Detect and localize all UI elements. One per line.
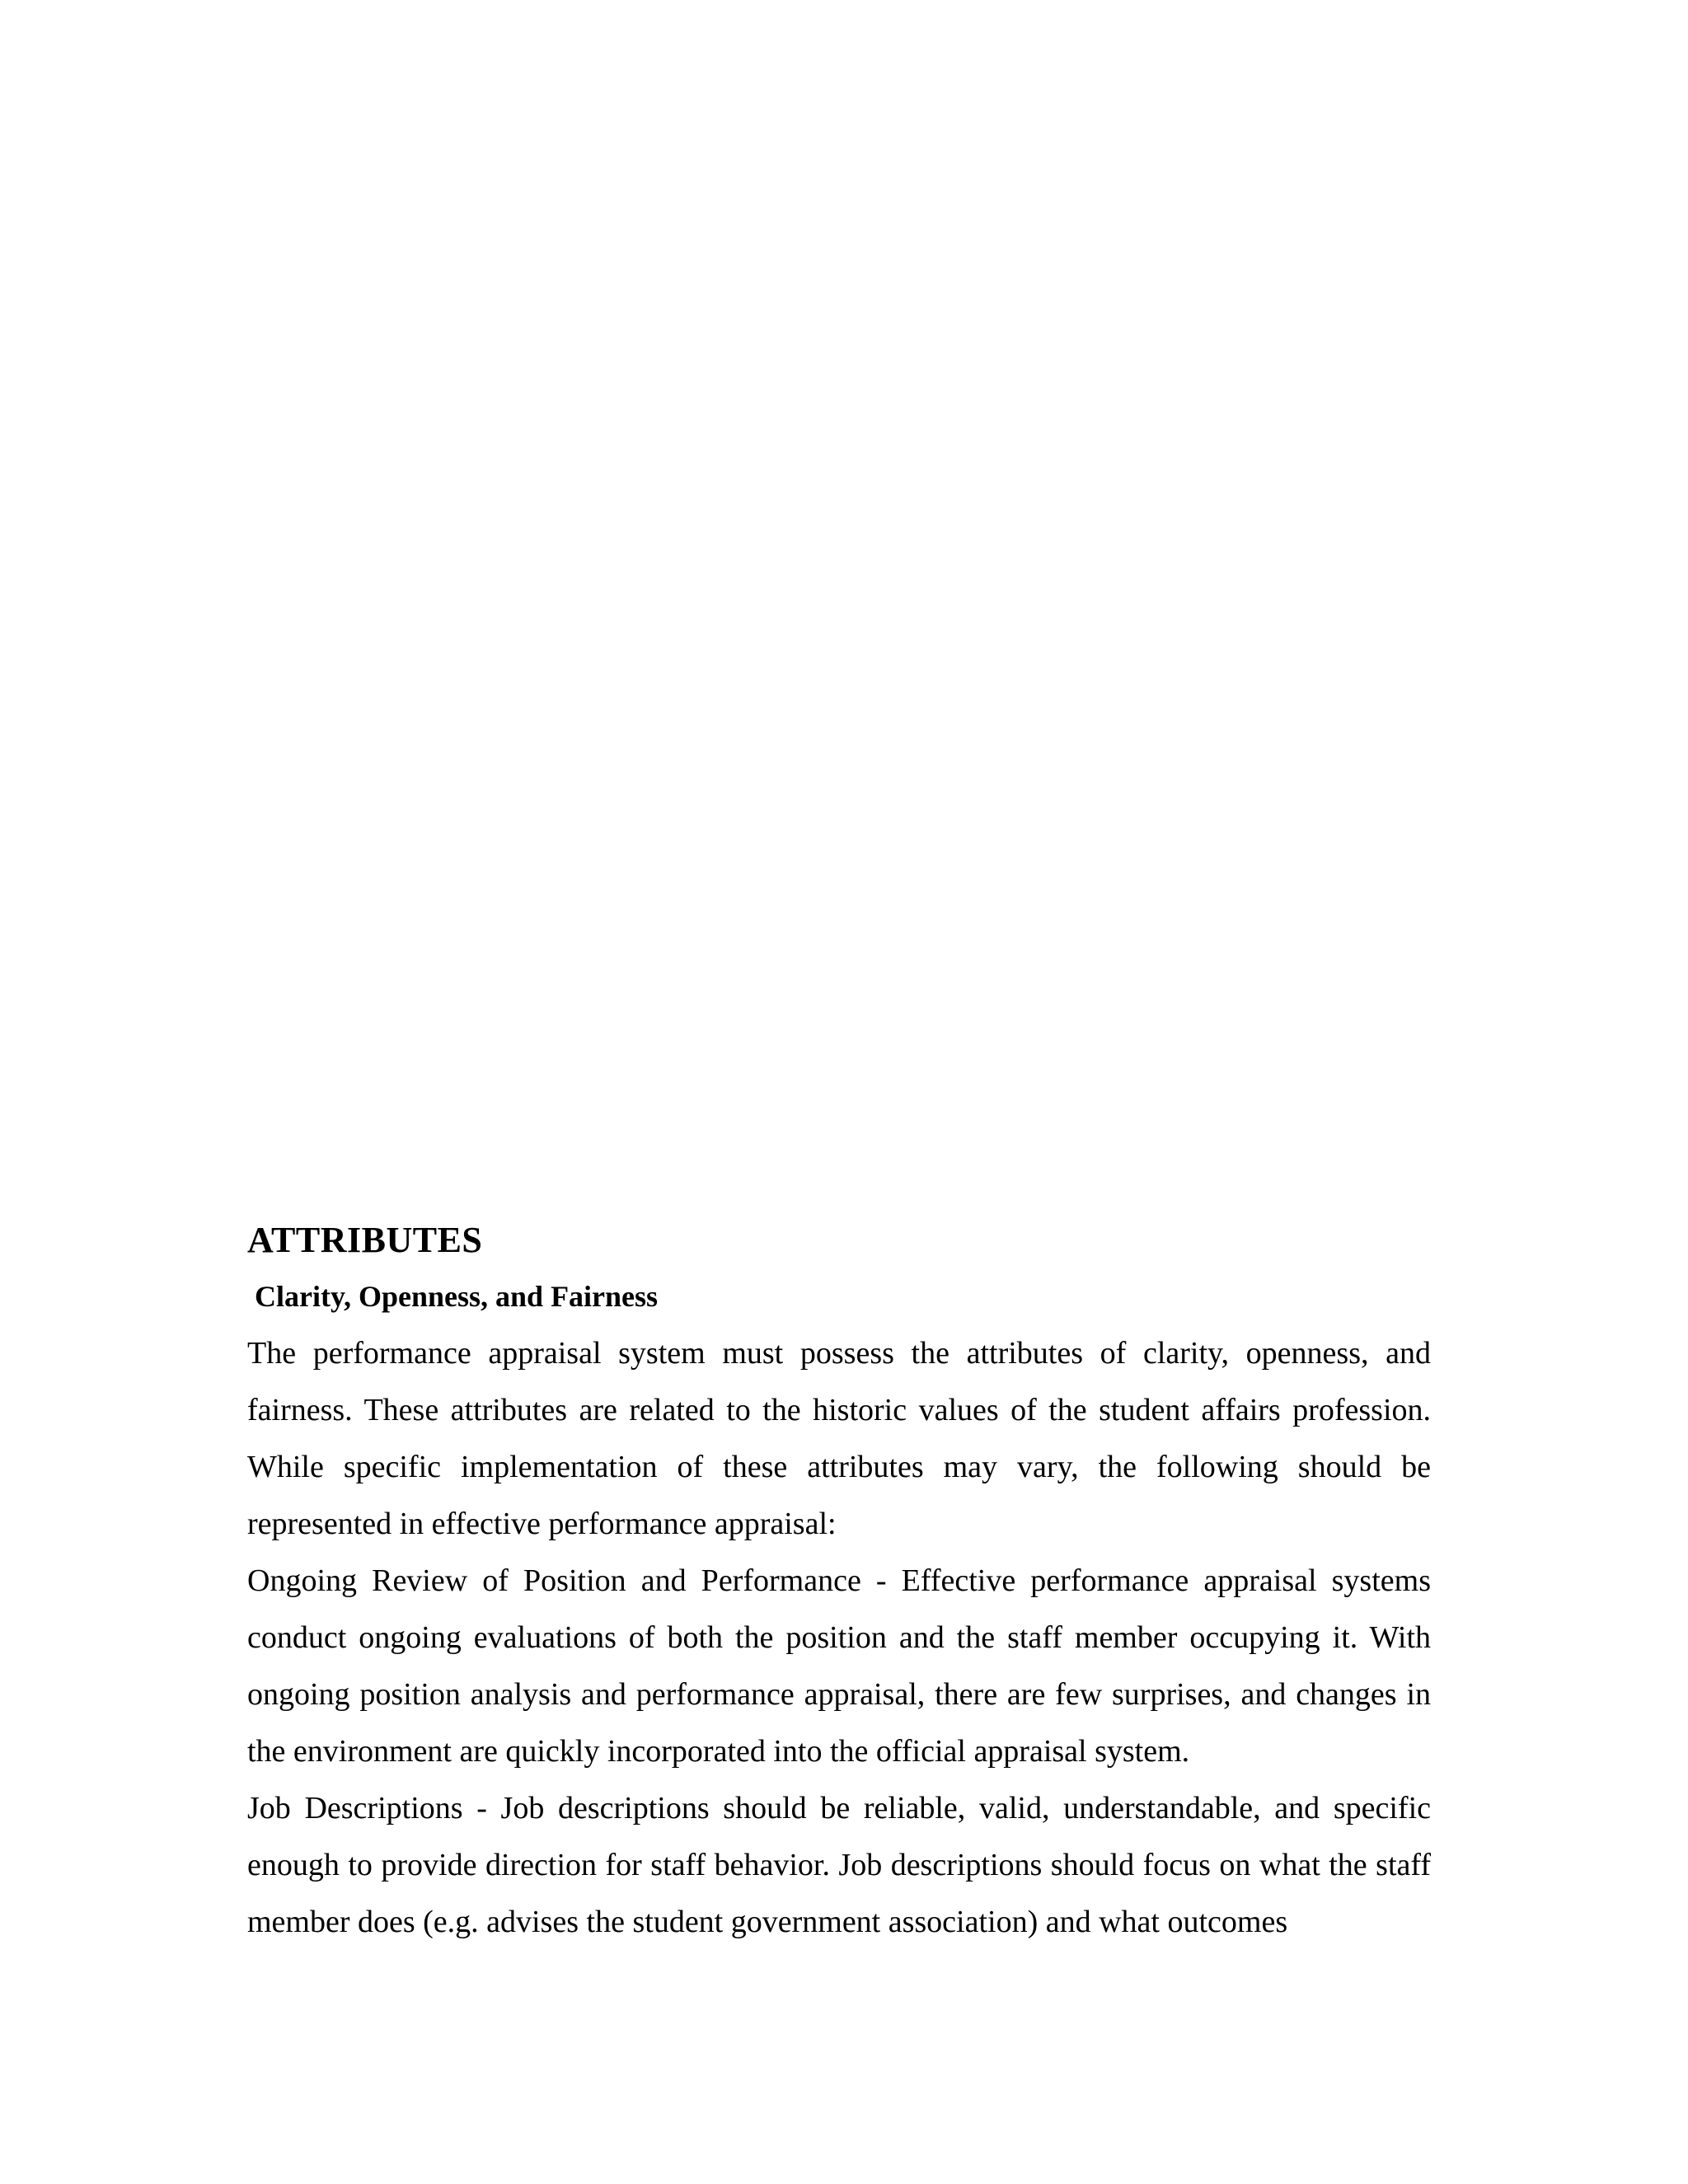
page-content (247, 1215, 1431, 1951)
paragraph-intro: The performance appraisal system must possess the attributes of clarity, openness, and fairness. These attributes are related to the historic values of the student affairs profession. While specific implementation of these attributes may vary, the following should be represented in effective performance appraisal: (247, 1336, 1431, 1541)
paragraph-ongoing-review: Ongoing Review of Position and Performance - Effective performance appraisal systems conduct ongoing evaluations of both the position and the staff member occupying it. With ongoing position analysis and performance appraisal, there are few surprises, and changes in the environment are quickly incorporated into the official appraisal system. (247, 1563, 1431, 1769)
paragraph-job-descriptions: Job Descriptions - Job descriptions should be reliable, valid, understandable, and specific enough to provide direction for staff behavior. Job descriptions should focus on what the staff member does (e.g. advises the student government association) and what outcomes (247, 1791, 1431, 1939)
subsection-heading: Clarity, Openness, and Fairness (255, 1280, 659, 1313)
section-heading: ATTRIBUTES (247, 1220, 483, 1260)
